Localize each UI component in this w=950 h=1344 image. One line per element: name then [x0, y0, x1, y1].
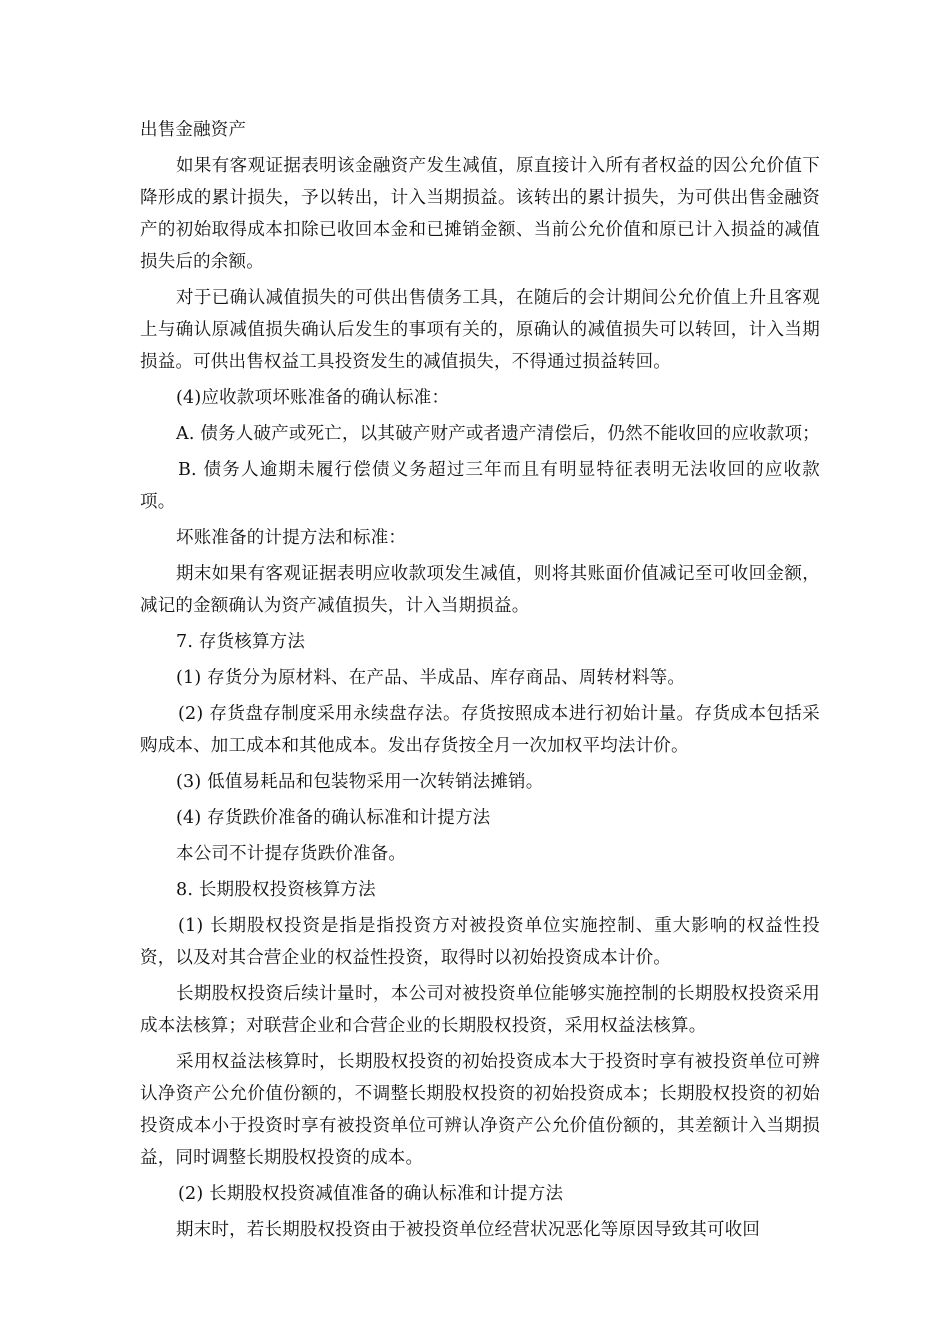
paragraph-inventory-4: (4) 存货跌价准备的确认标准和计提方法 — [176, 808, 491, 828]
paragraph-equity-1: (1) 长期股权投资是指是指投资方对被投资单位实施控制、重大影响的权益性投资，以及对其合营企业的权益性投资，取得时以初始投资成本计价。 — [140, 916, 820, 968]
paragraph-impairment-reversal: 对于已确认减值损失的可供出售债务工具，在随后的会计期间公允价值上升且客观上与确认原减值损失确认后发生的事项有关的，原确认的减值损失可以转回，计入当期损益。可供出售权益工具投资发生的减值损失，不得通过损益转回。 — [140, 288, 820, 372]
section-heading-inventory: 7. 存货核算方法 — [176, 632, 306, 652]
paragraph-bad-debt-method-title: 坏账准备的计提方法和标准： — [176, 528, 407, 548]
paragraph-equity-2: (2) 长期股权投资减值准备的确认标准和计提方法 — [178, 1184, 564, 1204]
paragraph-bad-debt-standard: (4)应收款项坏账准备的确认标准： — [176, 388, 450, 408]
paragraph-inventory-no-provision: 本公司不计提存货跌价准备。 — [176, 844, 407, 864]
document-body — [140, 114, 820, 1250]
paragraph-inventory-1: (1) 存货分为原材料、在产品、半成品、库存商品、周转材料等。 — [176, 668, 686, 688]
paragraph-equity-method: 采用权益法核算时，长期股权投资的初始投资成本大于投资时享有被投资单位可辨认净资产公允价值份额的，不调整长期股权投资的初始投资成本；长期股权投资的初始投资成本小于投资时享有被投资单位可辨认净资产公允价值份额的，其差额计入当期损益，同时调整长期股权投资的成本。 — [140, 1052, 820, 1168]
paragraph-impairment-transfer: 如果有客观证据表明该金融资产发生减值，原直接计入所有者权益的因公允价值下降形成的累计损失，予以转出，计入当期损益。该转出的累计损失，为可供出售金融资产的初始取得成本扣除已收回本金和已摊销金额、当前公允价值和原已计入损益的减值损失后的余额。 — [140, 156, 820, 272]
paragraph-equity-impairment: 期末时，若长期股权投资由于被投资单位经营状况恶化等原因导致其可收回 — [176, 1220, 761, 1240]
paragraph-inventory-2: (2) 存货盘存制度采用永续盘存法。存货按照成本进行初始计量。存货成本包括采购成本、加工成本和其他成本。发出存货按全月一次加权平均法计价。 — [140, 704, 820, 756]
paragraph-inventory-3: (3) 低值易耗品和包装物采用一次转销法摊销。 — [176, 772, 544, 792]
paragraph-item-a: A. 债务人破产或死亡，以其破产财产或者遗产清偿后，仍然不能收回的应收款项； — [176, 424, 820, 444]
paragraph-item-b: B. 债务人逾期未履行偿债义务超过三年而且有明显特征表明无法收回的应收款项。 — [140, 460, 820, 512]
paragraph-equity-subsequent: 长期股权投资后续计量时，本公司对被投资单位能够实施控制的长期股权投资采用成本法核算；对联营企业和合营企业的长期股权投资，采用权益法核算。 — [140, 984, 820, 1036]
paragraph-heading-fragment: 出售金融资产 — [140, 120, 247, 140]
section-heading-long-term-equity: 8. 长期股权投资核算方法 — [176, 880, 376, 900]
paragraph-bad-debt-method: 期末如果有客观证据表明应收款项发生减值，则将其账面价值减记至可收回金额，减记的金额确认为资产减值损失，计入当期损益。 — [140, 564, 820, 616]
